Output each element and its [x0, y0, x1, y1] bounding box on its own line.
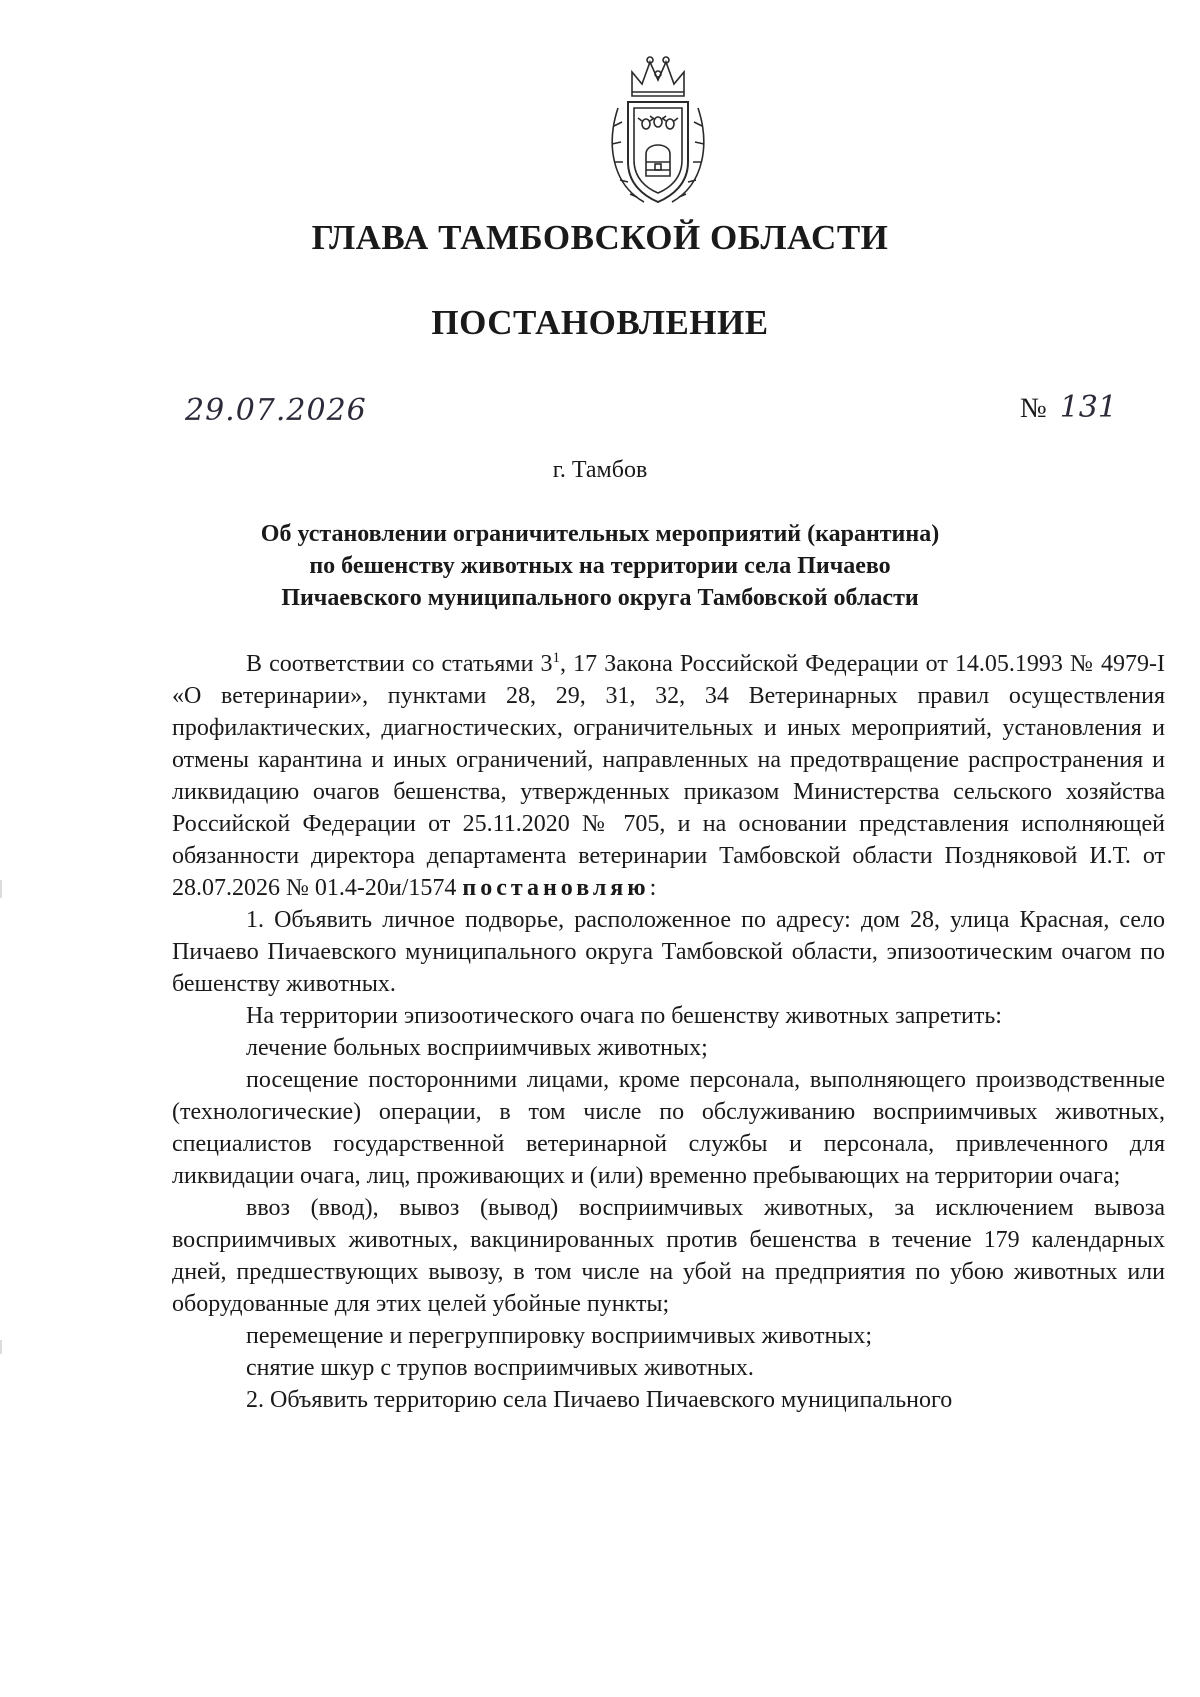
preamble-text: В соответствии со статьями 3	[246, 651, 553, 677]
scan-edge-mark	[0, 1340, 2, 1354]
clause-paragraph: 2. Объявить территорию села Пичаево Пичаевского муниципального	[246, 1387, 953, 1413]
number-label: №	[1020, 393, 1047, 424]
preamble-paragraph	[172, 648, 1165, 904]
document-type-heading: ПОСТАНОВЛЕНИЕ	[431, 303, 769, 342]
subject-line: по бешенству животных на территории села Пичаево	[309, 553, 891, 579]
subject-line: Пичаевского муниципального округа Тамбовской области	[281, 585, 919, 611]
place-of-issue: г. Тамбов	[552, 457, 648, 483]
document-body	[172, 648, 1165, 1416]
clause-paragraph: ввоз (ввод), вывоз (вывод) восприимчивых животных, за исключением вывоза восприимчивых животных, вакцинированных против бешенства в течение 179 календарных дней, предшествующих вывозу, в том числе на убой на предприятия по убою животных или оборудованные для этих целей убойные пункты;	[172, 1195, 1165, 1317]
article-superscript: 1	[552, 650, 561, 666]
preamble-colon: :	[649, 875, 657, 901]
clause-paragraph: перемещение и перегруппировку восприимчивых животных;	[246, 1323, 873, 1349]
subject-line: Об установлении ограничительных мероприятий (карантина)	[260, 521, 940, 547]
clause-paragraph: лечение больных восприимчивых животных;	[246, 1035, 708, 1061]
resolve-word: постановляю	[462, 875, 650, 901]
clause-paragraph: снятие шкур с трупов восприимчивых животных.	[246, 1355, 754, 1381]
coat-of-arms-emblem	[604, 44, 712, 212]
document-number	[1020, 390, 1117, 425]
handwritten-date: 29.07.2026	[185, 393, 367, 428]
scan-edge-mark	[0, 880, 2, 898]
clause-paragraph: посещение посторонними лицами, кроме персонала, выполняющего производственные (технологические) операции, в том числе по обслуживанию восприимчивых животных, специалистов государственной ветеринарной службы и персонала, привлеченного для ликвидации очага, лиц, проживающих и (или) временно пребывающих на территории очага;	[172, 1067, 1165, 1189]
preamble-text: , 17 Закона Российской Федерации от 14.05.1993 № 4979-I «О ветеринарии», пунктами 28, 29, 31, 32, 34 Ветеринарных правил осуществления профилактических, диагностических, ограничительных и иных мероприятий, установления и отмены карантина и иных ограничений, направленных на предотвращение распространения и ликвидацию очагов бешенства, утвержденных приказом Министерства сельского хозяйства Российской Федерации от 25.11.2020 № 705, и на основании представления исполняющей обязанности директора департамента ветеринарии Тамбовской области Поздняковой И.Т. от 28.07.2026 № 01.4-20и/1574	[172, 651, 1165, 901]
document-subject	[150, 518, 1050, 614]
clause-paragraph: На территории эпизоотического очага по бешенству животных запретить:	[246, 1003, 1002, 1029]
authority-heading: ГЛАВА ТАМБОВСКОЙ ОБЛАСТИ	[311, 218, 889, 257]
clause-paragraph: 1. Объявить личное подворье, расположенное по адресу: дом 28, улица Красная, село Пичаево Пичаевского муниципального округа Тамбовской области, эпизоотическим очагом по бешенству животных.	[172, 907, 1165, 997]
handwritten-number: 131	[1059, 390, 1117, 425]
